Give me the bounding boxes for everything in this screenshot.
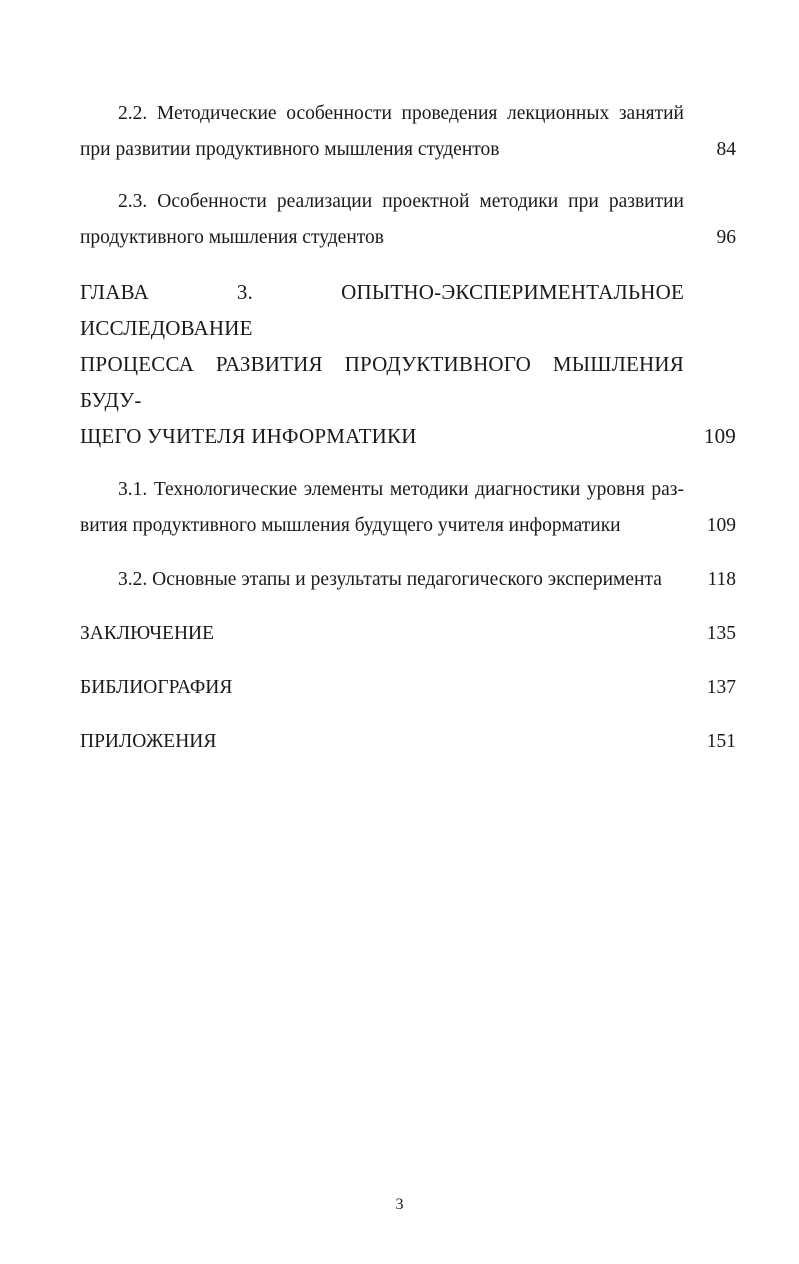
toc-entry-2-3 bbox=[80, 184, 736, 256]
page-footer-number: 3 bbox=[395, 1196, 404, 1213]
toc-page-number: 151 bbox=[706, 731, 736, 752]
toc-page-number: 137 bbox=[706, 677, 736, 698]
toc-entry-2-2 bbox=[80, 96, 736, 168]
toc-entry-conclusion bbox=[80, 616, 736, 652]
toc-entry-title bbox=[80, 274, 684, 454]
toc-entry-line: ЩЕГО УЧИТЕЛЯ ИНФОРМАТИКИ bbox=[80, 424, 417, 448]
toc-entry-line: 3.2. Основные этапы и результаты педагогического эксперимента bbox=[118, 569, 662, 590]
toc-entry-line: 2.2. Методические особенности проведения лекционных занятий bbox=[118, 103, 684, 124]
toc-entry-bibliography bbox=[80, 670, 736, 706]
toc-entry-line: ПРОЦЕССА РАЗВИТИЯ ПРОДУКТИВНОГО МЫШЛЕНИЯ БУДУ- bbox=[80, 352, 684, 412]
toc-entry-line: ЗАКЛЮЧЕНИЕ bbox=[80, 623, 215, 644]
toc-entry-line: 2.3. Особенности реализации проектной методики при развитии bbox=[118, 191, 684, 212]
toc-entry-chapter-3 bbox=[80, 274, 736, 454]
toc-page-number: 84 bbox=[716, 139, 736, 160]
toc-entry-title bbox=[80, 562, 684, 598]
toc-page-number: 96 bbox=[716, 227, 736, 248]
toc-entry-3-2 bbox=[80, 562, 736, 598]
toc-entry-title bbox=[80, 670, 684, 706]
toc-entry-3-1 bbox=[80, 472, 736, 544]
toc-entry-title bbox=[80, 724, 684, 760]
toc-entry-line: вития продуктивного мышления будущего учителя информатики bbox=[80, 515, 621, 536]
toc-entry-line: ГЛАВА 3. ОПЫТНО-ЭКСПЕРИМЕНТАЛЬНОЕ ИССЛЕДОВАНИЕ bbox=[80, 280, 684, 340]
toc-entry-line: 3.1. Технологические элементы методики диагностики уровня раз- bbox=[118, 479, 684, 500]
toc-entry-title bbox=[80, 472, 684, 544]
toc-page-number: 135 bbox=[706, 623, 736, 644]
toc-entry-title bbox=[80, 96, 684, 168]
toc-entry-line: ПРИЛОЖЕНИЯ bbox=[80, 731, 217, 752]
toc-entry-line: при развитии продуктивного мышления студентов bbox=[80, 139, 500, 160]
toc-entry-line: продуктивного мышления студентов bbox=[80, 227, 384, 248]
toc-page-number: 109 bbox=[706, 515, 736, 536]
toc-page-number: 118 bbox=[707, 569, 736, 590]
toc-entry-line: БИБЛИОГРАФИЯ bbox=[80, 677, 233, 698]
toc-page-number: 109 bbox=[703, 424, 736, 448]
table-of-contents bbox=[80, 96, 736, 760]
toc-entry-title bbox=[80, 184, 684, 256]
toc-entry-title bbox=[80, 616, 684, 652]
toc-entry-appendices bbox=[80, 724, 736, 760]
